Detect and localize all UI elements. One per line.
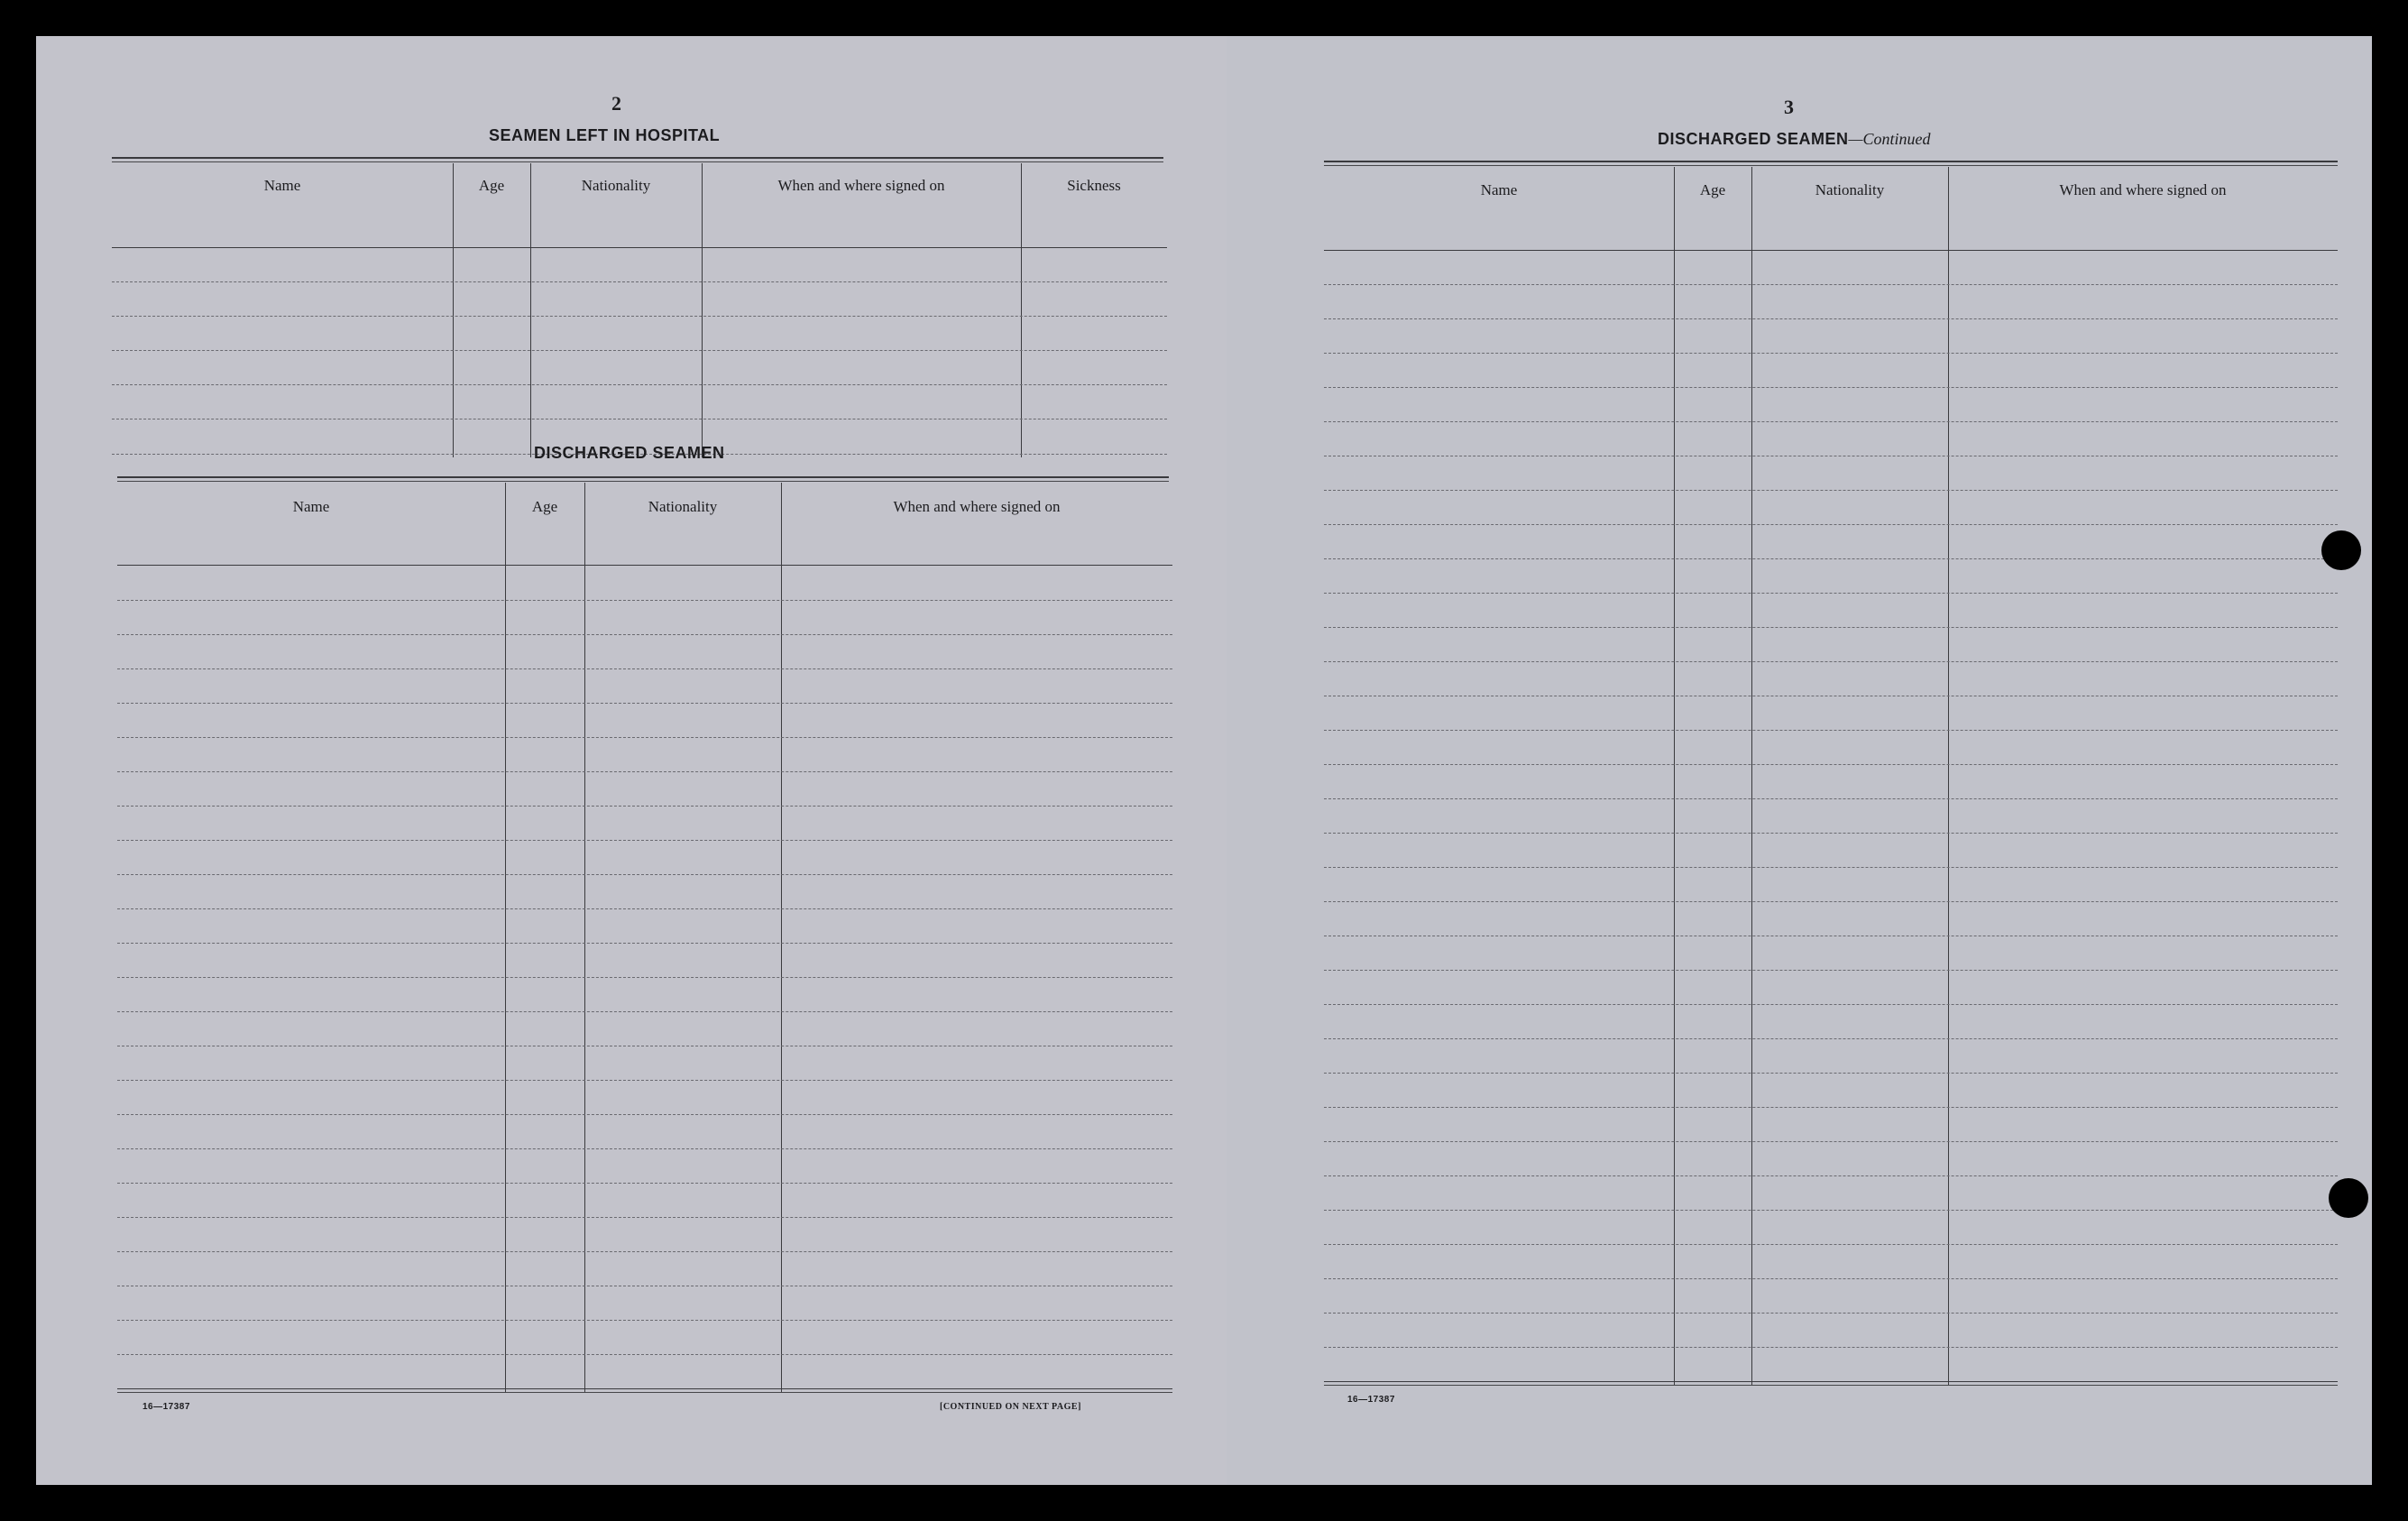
discharged-title: DISCHARGED SEAMEN xyxy=(534,444,725,462)
rule xyxy=(112,161,1163,162)
header-sickness: Sickness xyxy=(1067,177,1121,194)
left-page xyxy=(36,36,1227,1485)
discharged-table xyxy=(117,483,1172,1392)
header-age: Age xyxy=(531,498,558,515)
document-sheet xyxy=(36,36,2372,1485)
page-number: 2 xyxy=(611,92,621,115)
punch-hole xyxy=(2329,1178,2368,1218)
hospital-title: SEAMEN LEFT IN HOSPITAL xyxy=(489,126,721,144)
page-number: 3 xyxy=(1784,96,1794,118)
right-page xyxy=(1227,36,2372,1485)
hospital-table xyxy=(112,163,1167,457)
continued-note: [CONTINUED ON NEXT PAGE] xyxy=(940,1402,1081,1412)
header-name: Name xyxy=(292,498,330,515)
title-suffix: —Continued xyxy=(1848,130,1931,148)
discharged-continued-table xyxy=(1324,167,2338,1385)
punch-hole xyxy=(2321,530,2361,570)
header-age: Age xyxy=(478,177,505,194)
rule xyxy=(117,476,1169,478)
rule xyxy=(112,157,1163,159)
header-when-where: When and where signed on xyxy=(893,498,1061,515)
header-nationality: Nationality xyxy=(1815,181,1885,198)
header-name: Name xyxy=(1480,181,1518,198)
form-number: 16—17387 xyxy=(142,1402,190,1412)
header-nationality: Nationality xyxy=(648,498,718,515)
header-nationality: Nationality xyxy=(581,177,651,194)
header-when-where: When and where signed on xyxy=(777,177,945,194)
discharged-continued-title xyxy=(1658,130,1931,149)
header-when-where: When and where signed on xyxy=(2059,181,2227,198)
header-age: Age xyxy=(1699,181,1726,198)
form-number: 16—17387 xyxy=(1347,1395,1395,1405)
header-name: Name xyxy=(263,177,301,194)
title-text: DISCHARGED SEAMEN xyxy=(1658,130,1849,148)
rule xyxy=(117,481,1169,482)
